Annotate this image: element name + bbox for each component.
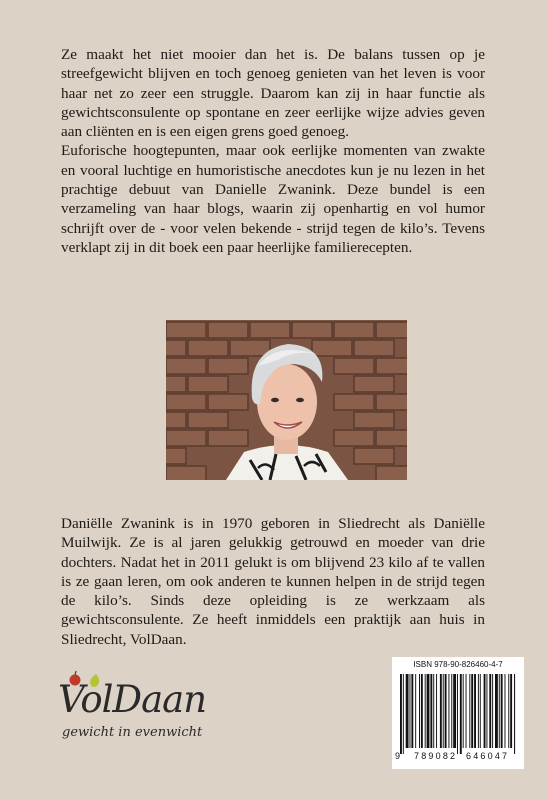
isbn-label: ISBN 978-90-826460-4-7 <box>413 660 503 669</box>
barcode-stripe <box>453 674 456 748</box>
barcode-stripe <box>478 674 479 748</box>
barcode-stripe <box>410 674 411 748</box>
barcode-stripe <box>486 674 487 748</box>
barcode-stripe <box>480 674 481 748</box>
author-portrait-icon <box>166 320 407 480</box>
publisher-logo <box>56 670 226 750</box>
intro-paragraph-2: Euforische hoogtepunten, maar ook eerlijke momenten van zwakte en vooral luchtige en humoristische anecdotes kun je nu lezen in het prachtige debuut van Danielle Zwanink. Deze bundel is een verzameling van haar blogs, waarin zij openhartig en vol humor schrijft over de - voor velen bekende - strijd tegen de kilo’s. Tevens verklapt zij in dit boek een paar heerlijke familierecepten. <box>61 142 485 256</box>
barcode-stripe <box>448 674 449 748</box>
barcode-stripe <box>492 674 493 748</box>
barcode-stripe <box>463 674 464 748</box>
barcode-stripe <box>484 674 486 748</box>
barcode-stripe <box>457 674 458 754</box>
barcode-stripe <box>466 674 467 748</box>
barcode-stripe <box>433 674 434 748</box>
intro-text <box>61 45 485 257</box>
barcode-stripe <box>474 674 476 748</box>
author-photo <box>166 320 407 480</box>
barcode-icon <box>400 674 516 754</box>
barcode-stripe <box>421 674 423 748</box>
barcode-digits-right: 646047 <box>466 751 510 761</box>
barcode-stripe <box>495 674 498 748</box>
barcode-stripe <box>443 674 444 748</box>
barcode-stripe <box>440 674 442 748</box>
barcode-stripe <box>400 674 402 754</box>
barcode-stripe <box>499 674 500 748</box>
barcode-stripe <box>505 674 506 748</box>
barcode-stripe <box>451 674 452 748</box>
barcode-stripe <box>471 674 473 748</box>
barcode-stripe <box>425 674 426 748</box>
barcode-stripe <box>406 674 409 748</box>
intro-paragraph-1: Ze maakt het niet mooier dan het is. De balans tussen op je streefgewicht blijven en toch genoeg genieten van het leven is voor haar net zo zeer een struggle. Daarom kan zij in haar functie als gewichtsconsulente op spontane en zeer eerlijke wijze advies geven aan cliënten en is een eigen grens goed genoeg. <box>61 46 485 141</box>
barcode-stripe <box>436 674 437 748</box>
barcode-stripe <box>403 674 404 754</box>
logo-tagline: gewicht in evenwicht <box>62 725 203 740</box>
barcode-digits-left: 789082 <box>414 751 458 761</box>
barcode-digit-first: 9 <box>395 751 401 761</box>
barcode-stripe <box>411 674 413 748</box>
barcode-stripe <box>430 674 432 748</box>
barcode-stripe <box>415 674 416 748</box>
barcode-stripe <box>469 674 470 748</box>
author-bio: Daniëlle Zwanink is in 1970 geboren in Sliedrecht als Daniëlle Muilwijk. Ze is al jaren gelukkig getrouwd en moeder van drie dochters. Nadat het in 2011 gelukt is om blijvend 23 kilo af te vallen is ze gaan leren, om ook anderen te kunnen helpen in de strijd tegen de kilo’s. Sinds deze opleiding is ze werkzaam als gewichtsconsulente. Ze heeft inmiddels een praktijk aan huis in Sliedrecht, VolDaan. <box>61 515 485 648</box>
barcode-stripe <box>501 674 503 748</box>
barcode-stripe <box>460 674 462 754</box>
barcode-stripe <box>510 674 512 748</box>
barcode-stripe <box>489 674 491 748</box>
barcode-stripe <box>427 674 430 748</box>
barcode-stripe <box>514 674 515 754</box>
logo-wordmark: VolDaan <box>58 678 207 721</box>
barcode-stripe <box>508 674 509 748</box>
isbn-barcode <box>392 657 524 769</box>
barcode-stripe <box>419 674 420 748</box>
barcode-stripe <box>445 674 447 748</box>
